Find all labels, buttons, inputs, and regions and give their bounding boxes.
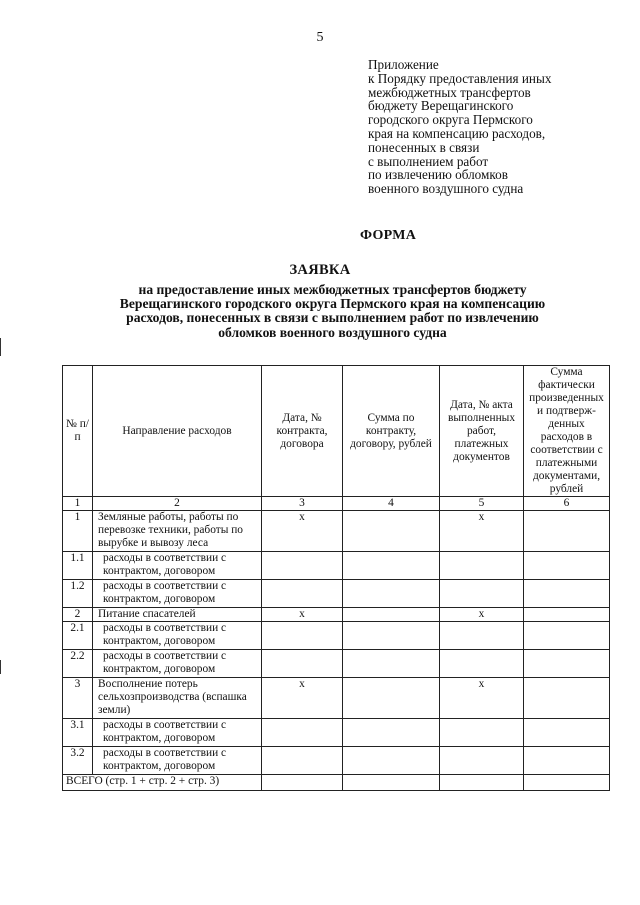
appendix-line: Приложение: [368, 57, 439, 72]
row-cell[interactable]: [262, 650, 343, 678]
subtitle-line: обломков военного воздушного судна: [218, 324, 447, 340]
row-cell[interactable]: [343, 622, 440, 650]
row-cell[interactable]: [524, 719, 610, 747]
appendix-line: с выполнением работ: [368, 153, 489, 169]
row-cell[interactable]: [262, 580, 343, 608]
row-num: 3.1: [63, 719, 93, 747]
row-cell[interactable]: x: [440, 678, 524, 719]
document-title: ЗАЯВКА: [289, 262, 351, 278]
appendix-line: к Порядку предоставления иных: [368, 70, 552, 86]
row-cell[interactable]: [343, 552, 440, 580]
row-cell[interactable]: [440, 747, 524, 775]
row-label: Восполнение потерь сельхозпроизводства (вспашка земли): [93, 678, 262, 719]
column-number: 5: [440, 497, 524, 511]
header-actual-sum: Сумма фактически произведенных и подтверж-денных расходов в соответствии с платежными документами, рублей: [524, 366, 610, 497]
page-number: 5: [316, 30, 324, 45]
scan-edge-mark: [0, 660, 1, 674]
row-cell[interactable]: x: [262, 678, 343, 719]
row-cell[interactable]: [343, 511, 440, 552]
total-row: [63, 775, 610, 791]
total-cell[interactable]: [262, 775, 343, 791]
header-direction: Направление расходов: [93, 366, 262, 497]
row-cell[interactable]: [524, 622, 610, 650]
table-row: [63, 747, 610, 775]
row-cell[interactable]: [262, 719, 343, 747]
expense-table: [62, 365, 610, 791]
table-row: [63, 511, 610, 552]
appendix-block: [368, 58, 628, 196]
table-row: [63, 622, 610, 650]
column-number: 6: [524, 497, 610, 511]
row-cell[interactable]: [440, 552, 524, 580]
row-cell[interactable]: [524, 747, 610, 775]
column-number: 3: [262, 497, 343, 511]
row-label: расходы в соответствии с контрактом, договором: [93, 719, 262, 747]
row-cell[interactable]: [440, 650, 524, 678]
table-row: [63, 580, 610, 608]
header-contract-sum: Сумма по контракту, договору, рублей: [343, 366, 440, 497]
row-cell[interactable]: [262, 622, 343, 650]
row-cell[interactable]: x: [440, 511, 524, 552]
row-num: 2.1: [63, 622, 93, 650]
appendix-line: понесенных в связи: [368, 139, 480, 155]
row-label: расходы в соответствии с контрактом, договором: [93, 580, 262, 608]
row-label: расходы в соответствии с контрактом, договором: [93, 747, 262, 775]
row-cell[interactable]: [440, 622, 524, 650]
row-cell[interactable]: x: [262, 608, 343, 622]
appendix-line: по извлечению обломков: [368, 167, 508, 183]
row-label: расходы в соответствии с контрактом, договором: [93, 622, 262, 650]
table-row: [63, 719, 610, 747]
row-num: 2.2: [63, 650, 93, 678]
row-num: 1: [63, 511, 93, 552]
row-cell[interactable]: x: [262, 511, 343, 552]
total-cell[interactable]: [524, 775, 610, 791]
row-cell[interactable]: [524, 608, 610, 622]
table-row: [63, 650, 610, 678]
row-cell[interactable]: [343, 580, 440, 608]
document-subtitle: [60, 283, 605, 340]
column-number-row: [63, 497, 610, 511]
header-contract-date: Дата, № контракта, договора: [262, 366, 343, 497]
row-cell[interactable]: [343, 678, 440, 719]
row-label: расходы в соответствии с контрактом, договором: [93, 552, 262, 580]
total-label: ВСЕГО (стр. 1 + стр. 2 + стр. 3): [63, 775, 262, 791]
row-label: расходы в соответствии с контрактом, договором: [93, 650, 262, 678]
header-act-date: Дата, № акта выполненных работ, платежных документов: [440, 366, 524, 497]
row-cell[interactable]: [524, 678, 610, 719]
appendix-line: межбюджетных трансфертов: [368, 84, 531, 100]
header-num: № п/п: [63, 366, 93, 497]
row-cell[interactable]: [524, 511, 610, 552]
row-cell[interactable]: [440, 580, 524, 608]
row-num: 1.1: [63, 552, 93, 580]
subtitle-line: Верещагинского городского округа Пермского края на компенсацию: [119, 296, 546, 312]
row-cell[interactable]: [524, 552, 610, 580]
table-header-row: [63, 366, 610, 497]
row-cell[interactable]: [524, 580, 610, 608]
appendix-line: края на компенсацию расходов,: [368, 125, 546, 141]
row-cell[interactable]: [343, 719, 440, 747]
appendix-line: военного воздушного судна: [368, 181, 524, 197]
column-number: 1: [63, 497, 93, 511]
subtitle-line: на предоставление иных межбюджетных трансфертов бюджету: [138, 282, 527, 297]
table-row: [63, 552, 610, 580]
table-row: [63, 608, 610, 622]
row-cell[interactable]: x: [440, 608, 524, 622]
form-label: ФОРМА: [360, 228, 417, 243]
row-cell[interactable]: [262, 747, 343, 775]
row-num: 3: [63, 678, 93, 719]
table-row: [63, 678, 610, 719]
row-cell[interactable]: [343, 608, 440, 622]
total-cell[interactable]: [440, 775, 524, 791]
row-num: 2: [63, 608, 93, 622]
row-label: Земляные работы, работы по перевозке техники, работы по вырубке и вывозу леса: [93, 511, 262, 552]
appendix-line: бюджету Верещагинского: [368, 98, 514, 114]
row-cell[interactable]: [524, 650, 610, 678]
appendix-line: городского округа Пермского: [368, 112, 533, 128]
column-number: 2: [93, 497, 262, 511]
row-cell[interactable]: [262, 552, 343, 580]
column-number: 4: [343, 497, 440, 511]
subtitle-line: расходов, понесенных в связи с выполнением работ по извлечению: [126, 310, 539, 326]
row-label: Питание спасателей: [93, 608, 262, 622]
row-num: 3.2: [63, 747, 93, 775]
row-num: 1.2: [63, 580, 93, 608]
total-cell[interactable]: [343, 775, 440, 791]
scan-edge-mark: [0, 338, 1, 356]
row-cell[interactable]: [343, 650, 440, 678]
row-cell[interactable]: [343, 747, 440, 775]
row-cell[interactable]: [440, 719, 524, 747]
